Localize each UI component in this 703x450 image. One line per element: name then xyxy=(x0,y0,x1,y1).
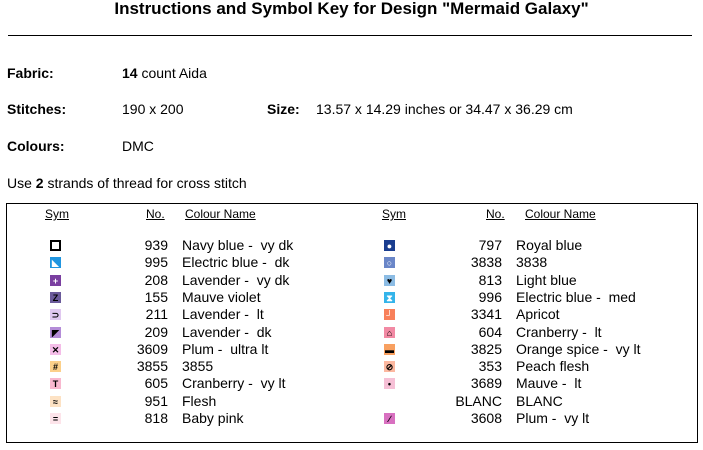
stitches-label: Stitches: xyxy=(7,101,67,117)
thread-strand-count: 2 xyxy=(35,175,44,191)
colour-name: 3855 xyxy=(182,358,214,375)
dmc-number: 211 xyxy=(145,306,168,323)
key-row xyxy=(50,341,390,358)
stitch-symbol-icon xyxy=(50,240,61,251)
colour-name: Cranberry - vy lt xyxy=(182,375,286,392)
key-row xyxy=(50,358,390,375)
colour-name: Orange spice - vy lt xyxy=(516,340,641,357)
fabric-type: count Aida xyxy=(137,65,207,81)
dmc-number: 209 xyxy=(144,323,168,340)
stitch-symbol-icon: ⧗ xyxy=(384,292,395,303)
header-name-left: Colour Name xyxy=(185,207,256,221)
key-row xyxy=(384,375,703,392)
colour-name: Plum - ultra lt xyxy=(182,340,269,357)
stitch-symbol-icon: ◣ xyxy=(50,257,61,268)
colour-name: Cranberry - lt xyxy=(516,323,602,340)
key-row xyxy=(384,254,703,271)
dmc-number: 951 xyxy=(144,392,168,409)
colours-value: DMC xyxy=(122,138,154,154)
key-row xyxy=(50,289,390,306)
dmc-number: 604 xyxy=(478,323,502,340)
stitch-symbol-icon: ⊘ xyxy=(385,362,394,373)
thread-note-post: strands of thread for cross stitch xyxy=(43,175,247,191)
key-row xyxy=(384,289,703,306)
key-row xyxy=(384,324,703,341)
stitch-symbol-icon: ✕ xyxy=(51,344,60,355)
stitch-symbol-icon xyxy=(384,396,395,407)
key-row xyxy=(50,324,390,341)
dmc-number: 605 xyxy=(144,375,168,392)
colour-name: Peach flesh xyxy=(516,358,590,375)
colour-name: Royal blue xyxy=(516,237,583,253)
stitches-value: 190 x 200 xyxy=(122,101,184,117)
stitch-symbol-icon: = xyxy=(50,413,61,424)
colour-name: 3838 xyxy=(516,254,548,271)
colours-label: Colours: xyxy=(7,138,65,154)
stitch-symbol-icon: ▬ xyxy=(385,344,394,355)
colour-name: BLANC xyxy=(516,392,563,409)
thread-note-pre: Use xyxy=(7,175,36,191)
header-name-right: Colour Name xyxy=(525,207,596,221)
dmc-number: 939 xyxy=(144,237,168,253)
dmc-number: 996 xyxy=(478,288,502,305)
size-value: 13.57 x 14.29 inches or 34.47 x 36.29 cm xyxy=(316,101,573,117)
stitch-symbol-icon: • xyxy=(384,378,395,389)
page-title: Instructions and Symbol Key for Design "Mermaid Galaxy" xyxy=(114,0,589,18)
dmc-number: 3341 xyxy=(470,306,502,323)
dmc-number: 3608 xyxy=(470,410,502,426)
stitch-symbol-icon: ⌂ xyxy=(384,327,395,338)
stitch-symbol-icon: ● xyxy=(384,240,395,251)
stitch-symbol-icon: ≈ xyxy=(50,396,61,407)
dmc-number: 208 xyxy=(144,271,168,288)
stitch-symbol-icon: ○ xyxy=(384,257,395,268)
colour-name: Mauve violet xyxy=(182,288,261,305)
thread-note xyxy=(7,175,247,191)
dmc-number: 995 xyxy=(144,254,168,271)
stitch-symbol-icon: T xyxy=(50,378,61,389)
dmc-number: 353 xyxy=(478,358,502,375)
colour-name: Lavender - vy dk xyxy=(182,271,290,288)
stitch-symbol-icon: ⊃ xyxy=(51,310,60,321)
stitch-symbol-icon: ┘ xyxy=(384,309,395,320)
size-label: Size: xyxy=(267,101,300,117)
key-row xyxy=(384,393,703,410)
stitch-symbol-icon: Z xyxy=(50,292,61,303)
key-row xyxy=(384,306,703,323)
fabric-value xyxy=(122,65,207,81)
stitch-symbol-icon: ◤ xyxy=(50,327,61,338)
key-row xyxy=(50,375,390,392)
key-row xyxy=(384,237,703,254)
colour-name: Mauve - lt xyxy=(516,375,582,392)
colour-name: Electric blue - dk xyxy=(182,254,290,271)
key-row xyxy=(384,358,703,375)
header-sym-left: Sym xyxy=(45,207,69,221)
key-row xyxy=(384,272,703,289)
dmc-number: 3825 xyxy=(470,340,502,357)
colour-name: Plum - vy lt xyxy=(516,410,590,426)
stitch-symbol-icon: + xyxy=(50,275,61,286)
dmc-number: 818 xyxy=(144,410,168,426)
stitch-symbol-icon: # xyxy=(50,361,61,372)
key-row xyxy=(50,272,390,289)
colour-name: Flesh xyxy=(182,392,217,409)
dmc-number: 3838 xyxy=(470,254,502,271)
dmc-number: 3609 xyxy=(136,340,168,357)
colour-name: Lavender - lt xyxy=(182,306,264,323)
dmc-number: 3689 xyxy=(470,375,502,392)
header-no-right: No. xyxy=(486,207,505,221)
fabric-label: Fabric: xyxy=(7,65,54,81)
dmc-number: 155 xyxy=(144,288,168,305)
colour-name: Apricot xyxy=(516,306,560,323)
key-row xyxy=(50,237,390,254)
dmc-number: 797 xyxy=(478,237,502,253)
title-rule xyxy=(8,35,692,36)
stitch-symbol-icon: ♥ xyxy=(384,275,395,286)
stitch-symbol-icon: ∕ xyxy=(384,413,395,424)
key-row xyxy=(50,410,390,427)
key-row xyxy=(50,393,390,410)
colour-name: Lavender - dk xyxy=(182,323,272,340)
colour-name: Navy blue - vy dk xyxy=(182,237,294,253)
header-sym-right: Sym xyxy=(382,207,406,221)
dmc-number: BLANC xyxy=(455,392,502,409)
key-row xyxy=(384,341,703,358)
key-row xyxy=(50,306,390,323)
colour-name: Baby pink xyxy=(182,410,244,426)
colour-name: Electric blue - med xyxy=(516,288,636,305)
colour-name: Light blue xyxy=(516,271,577,288)
header-no-left: No. xyxy=(146,207,165,221)
key-row xyxy=(50,254,390,271)
dmc-number: 3855 xyxy=(136,358,168,375)
dmc-number: 813 xyxy=(478,271,502,288)
fabric-count: 14 xyxy=(122,65,138,81)
key-row xyxy=(384,410,703,427)
